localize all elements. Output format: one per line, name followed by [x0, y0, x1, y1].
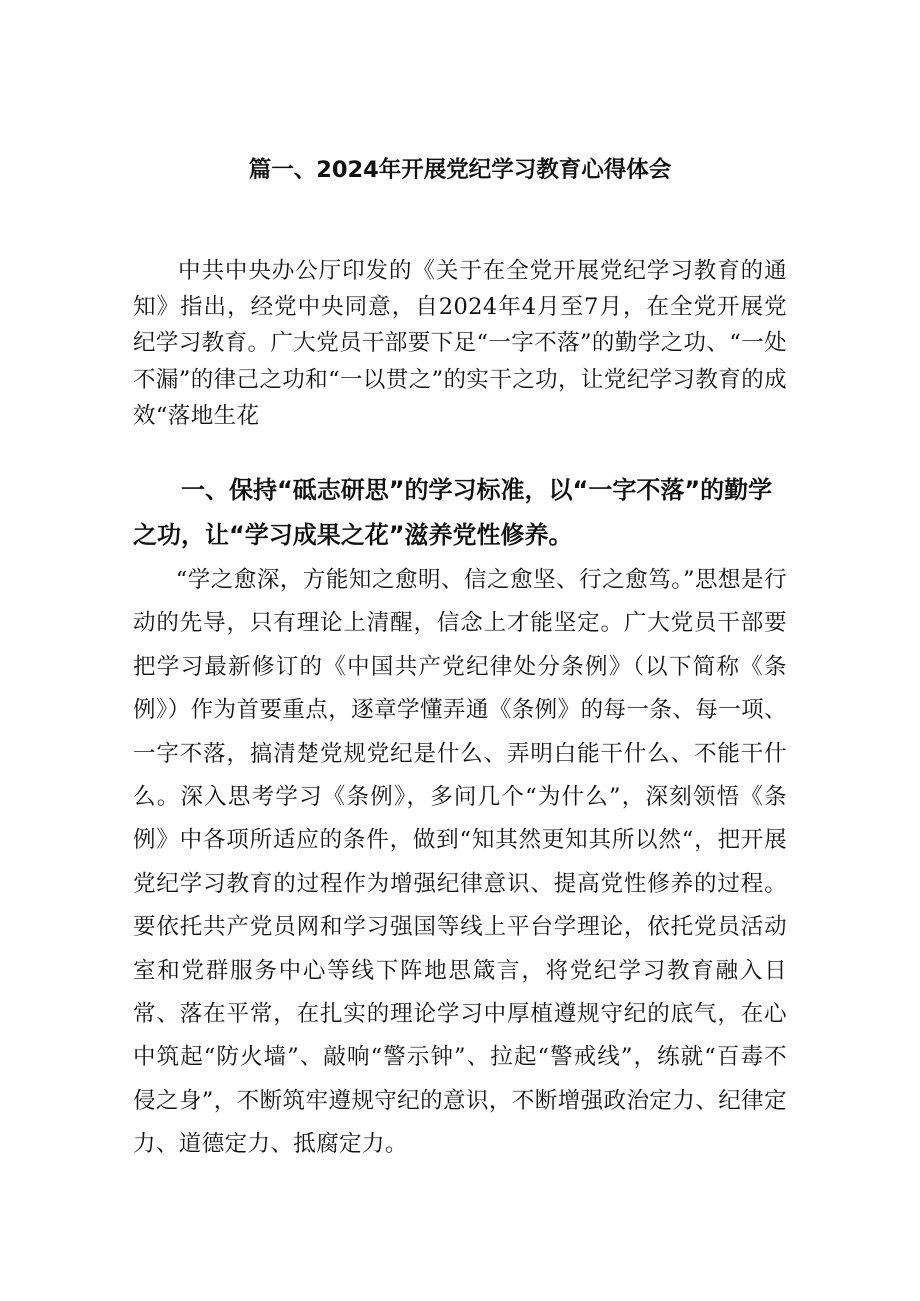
- section-heading: 一、保持“砥志研思”的学习标准，以“一字不落”的勤学之功，让“学习成果之花”滋养党性修养。: [133, 476, 773, 549]
- section-body-paragraph: “学之愈深，方能知之愈明、信之愈坚、行之愈笃。”思想是行动的先导，只有理论上清醒，信念上才能坚定。广大党员干部要把学习最新修订的《中国共产党纪律处分条例》（以下简称《条例》）作为首要重点，逐章学懂弄通《条例》的每一条、每一项、一字不落，搞清楚党规党纪是什么、弄明白能干什么、不能干什么。深入思考学习《条例》，多问几个“为什么”，深刻领悟《条例》中各项所适应的条件，做到“知其然更知其所以然“，把开展党纪学习教育的过程作为增强纪律意识、提高党性修养的过程。要依托共产党员网和学习强国等线上平台学理论，依托党员活动室和党群服务中心等线下阵地思箴言，将党纪学习教育融入日常、落在平常，在扎实的理论学习中厚植遵规守纪的底气，在心中筑起“防火墙”、敲响“警示钟”、拉起“警戒线”，练就“百毒不侵之身”，不断筑牢遵规守纪的意识，不断增强政治定力、纪律定力、道德定力、抵腐定力。: [133, 567, 787, 1158]
- intro-paragraph: 中共中央办公厅印发的《关于在全党开展党纪学习教育的通知》指出，经党中央同意，自2024年4月至7月，在全党开展党纪学习教育。广大党员干部要下足“一字不落”的勤学之功、“一处不漏”的律己之功和“一以贯之”的实干之功，让党纪学习教育的成效“落地生花: [133, 258, 788, 429]
- document-title: 篇一、2024年开展党纪学习教育心得体会: [248, 157, 672, 183]
